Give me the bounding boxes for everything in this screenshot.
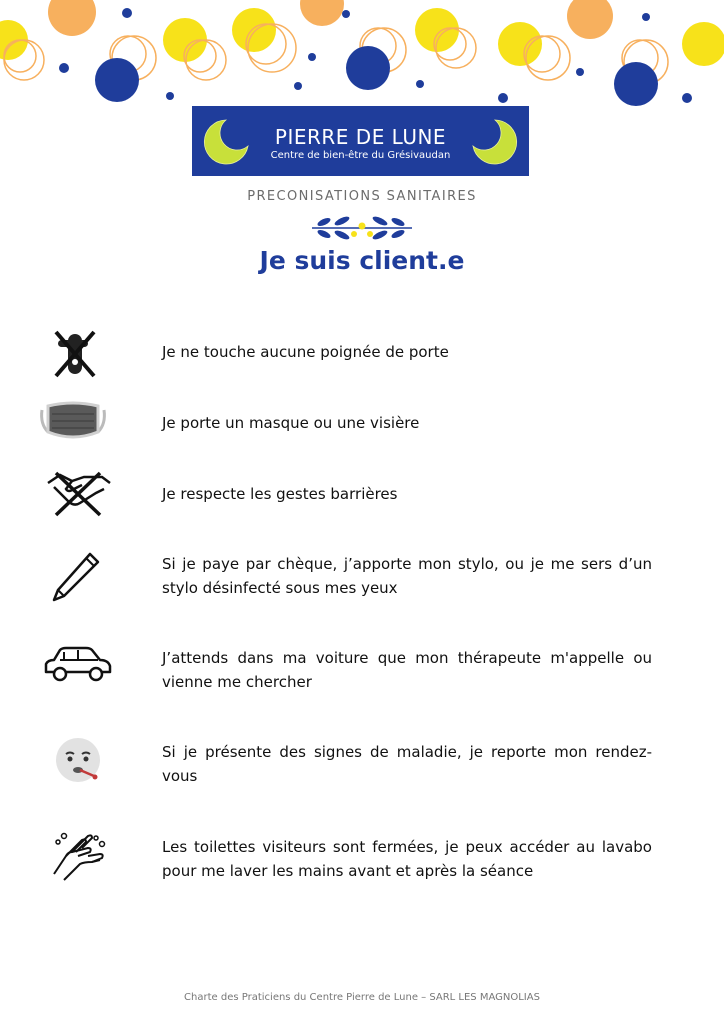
- rule-text: Les toilettes visiteurs sont fermées, je peux accéder au lavabo pour me laver les mains avant et après la séance: [162, 838, 652, 880]
- footer-text: Charte des Praticiens du Centre Pierre de Lune – SARL LES MAGNOLIAS: [184, 992, 540, 1003]
- rule-text: J’attends dans ma voiture que mon thérapeute m'appelle ou vienne me chercher: [162, 649, 652, 691]
- no-handshake-icon: [44, 465, 114, 521]
- brand-subtitle: Centre de bien-être du Grésivaudan: [270, 150, 451, 161]
- car-icon: [42, 636, 112, 692]
- hand-washing-icon: [44, 826, 114, 882]
- decorative-circles: [0, 0, 724, 110]
- pen-icon: [42, 550, 112, 606]
- rule-text: Si je paye par chèque, j’apporte mon stylo, ou je me sers d’un stylo désinfecté sous mes yeux: [162, 555, 652, 597]
- no-door-handle-icon: [40, 326, 110, 382]
- rule-text: Si je présente des signes de maladie, je reporte mon rendez-vous: [162, 743, 652, 785]
- page-title: Je suis client.e: [259, 246, 465, 275]
- crescent-moon-icon: [469, 116, 521, 168]
- brand-title: PIERRE DE LUNE: [274, 125, 447, 149]
- rule-text: Je porte un masque ou une visière: [162, 414, 420, 432]
- branch-divider-icon: [308, 214, 416, 242]
- brand-banner: [192, 106, 529, 176]
- face-mask-icon: [38, 394, 108, 450]
- rule-text: Je ne touche aucune poignée de porte: [162, 343, 449, 361]
- sick-face-icon: [44, 732, 114, 788]
- rule-text: Je respecte les gestes barrières: [162, 485, 398, 503]
- section-label: PRECONISATIONS SANITAIRES: [247, 189, 477, 204]
